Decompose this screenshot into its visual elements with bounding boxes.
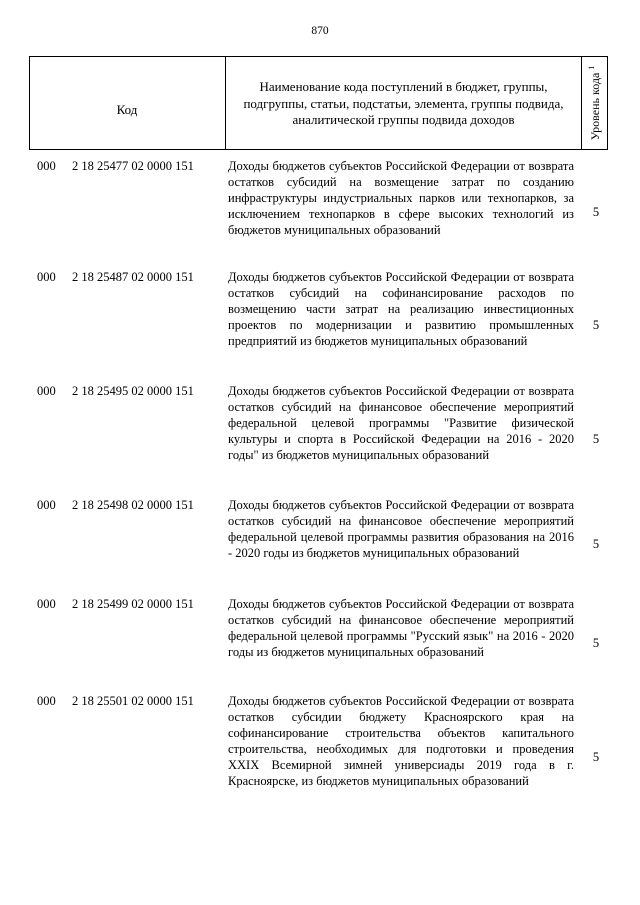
header-level-label: Уровень кода	[588, 72, 602, 141]
row-admin-code: 000	[37, 597, 56, 611]
header-name: Наименование кода поступлений в бюджет, группы, подгруппы, статьи, подстатьи, элемента, группы подвида, аналитической группы подвида доходов	[243, 79, 564, 128]
row-code: 2 18 25501 02 0000 151	[72, 694, 194, 708]
row-name: Доходы бюджетов субъектов Российской Федерации от возврата остатков субсидии бюджету Красноярского края на софинансирование строительства объектов капитального строительства, необходимых для подготовки и проведения XXIX Всемирной зимней универсиады 2019 года в г. Красноярске, из бюджетов муниципальных образований	[228, 694, 574, 788]
row-level: 5	[592, 432, 600, 446]
row-code: 2 18 25499 02 0000 151	[72, 597, 194, 611]
row-name: Доходы бюджетов субъектов Российской Федерации от возврата остатков субсидий на возмещение затрат по созданию инфраструктуры индустриальных парков или технопарков, за исключением технопарков в сфере высоких технологий из бюджетов муниципальных образований	[228, 159, 574, 237]
row-code: 2 18 25487 02 0000 151	[72, 270, 194, 284]
row-level: 5	[592, 636, 600, 650]
row-name: Доходы бюджетов субъектов Российской Федерации от возврата остатков субсидий на финансовое обеспечение мероприятий федеральной целевой программы "Развитие физической культуры и спорта в Российской Федерации на 2016 - 2020 годы" из бюджетов муниципальных образований	[228, 384, 574, 462]
row-code: 2 18 25477 02 0000 151	[72, 159, 194, 173]
header-code: Код	[116, 102, 138, 117]
row-name: Доходы бюджетов субъектов Российской Федерации от возврата остатков субсидий на финансовое обеспечение мероприятий федеральной целевой программы развития образования на 2016 - 2020 годы из бюджетов муниципальных образований	[228, 498, 574, 560]
row-name: Доходы бюджетов субъектов Российской Федерации от возврата остатков субсидий на софинансирование расходов по возмещению части затрат на реализацию инвестиционных проектов по модернизации и развитию промышленных предприятий из бюджетов муниципальных образований	[228, 270, 574, 348]
row-name: Доходы бюджетов субъектов Российской Федерации от возврата остатков субсидий на финансовое обеспечение мероприятий федеральной целевой программы "Русский язык" на 2016 - 2020 годы из бюджетов муниципальных образований	[228, 597, 574, 659]
row-code: 2 18 25498 02 0000 151	[72, 498, 194, 512]
row-admin-code: 000	[37, 384, 56, 398]
row-level: 5	[592, 318, 600, 332]
row-admin-code: 000	[37, 498, 56, 512]
header-level-footnote: 1	[587, 65, 596, 70]
page-number: 870	[311, 25, 329, 37]
header-level	[582, 56, 608, 150]
row-code: 2 18 25495 02 0000 151	[72, 384, 194, 398]
row-level: 5	[592, 750, 600, 764]
row-level: 5	[592, 537, 600, 551]
row-admin-code: 000	[37, 270, 56, 284]
row-level: 5	[592, 205, 600, 219]
row-admin-code: 000	[37, 159, 56, 173]
row-admin-code: 000	[37, 694, 56, 708]
table-header	[29, 56, 608, 150]
